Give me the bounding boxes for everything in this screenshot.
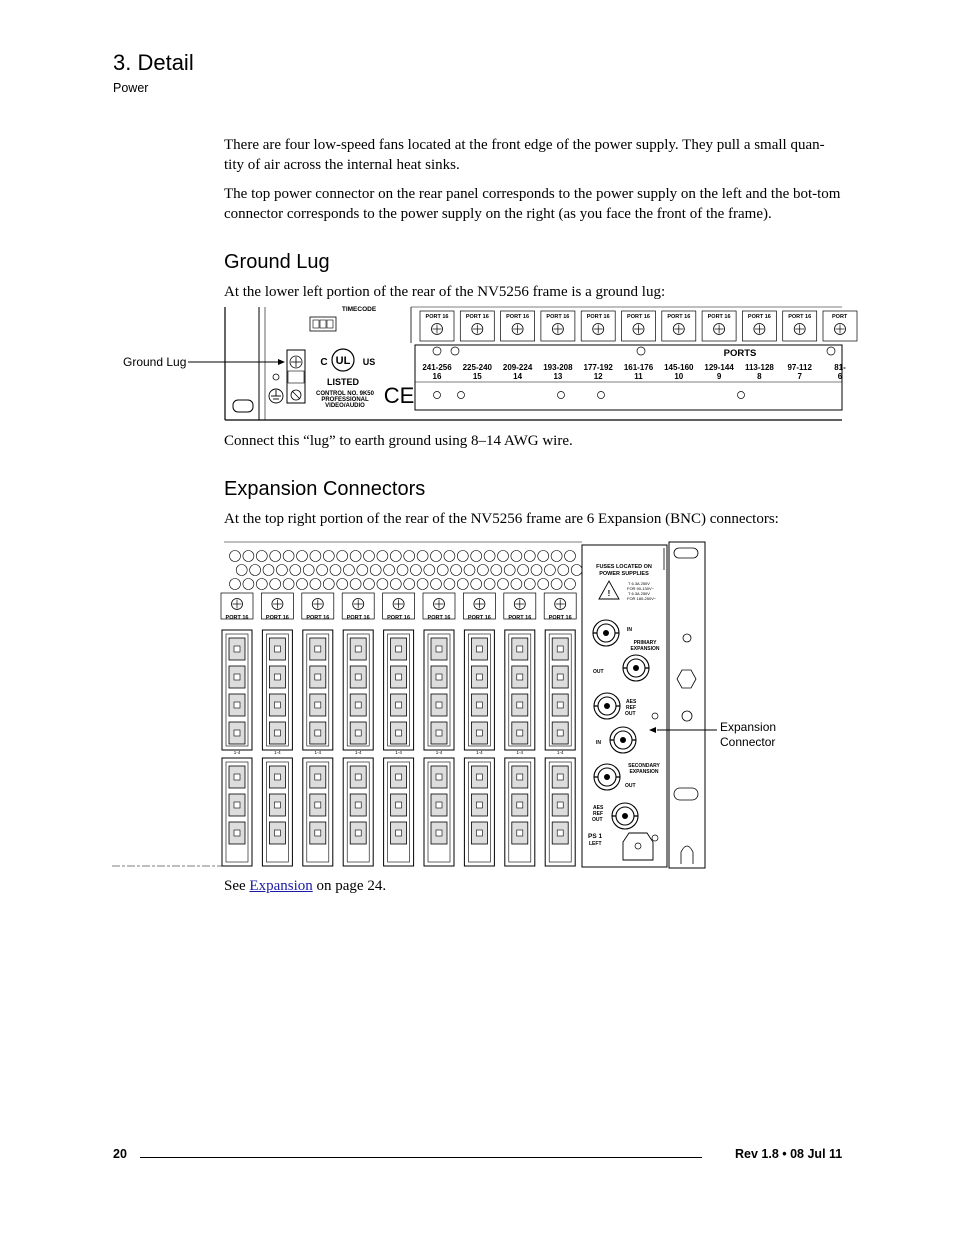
port-module: [423, 593, 455, 866]
panel-hole: [598, 392, 605, 399]
vent-hole: [303, 565, 314, 576]
port-range: 225-240: [462, 363, 492, 372]
expansion-callout-line2: Connector: [720, 735, 776, 749]
vent-hole: [323, 579, 334, 590]
vent-hole: [263, 565, 274, 576]
port-range: 209-224: [502, 363, 533, 372]
vent-hole: [538, 551, 549, 562]
revision-label: Rev 1.8 • 08 Jul 11: [735, 1147, 843, 1161]
vent-hole: [524, 551, 535, 562]
ground-lug-callout: Ground Lug: [123, 355, 187, 369]
fuse-spec-1: T 6.3A 250V: [628, 581, 650, 586]
vent-hole: [410, 565, 421, 576]
vent-hole: [477, 565, 488, 576]
vent-hole: [337, 551, 348, 562]
bnc-connector: [594, 764, 620, 790]
svg-text:UL: UL: [335, 355, 351, 367]
secondary-label-1: SECONDARY: [628, 763, 660, 769]
vent-hole: [283, 579, 294, 590]
primary-out-label: OUT: [593, 669, 604, 675]
port-range: 113-128: [744, 363, 774, 372]
vent-hole: [357, 565, 368, 576]
ps-label: PS 1: [588, 833, 603, 840]
vent-hole: [551, 579, 562, 590]
ground-symbol-icon: [269, 389, 283, 403]
vent-hole: [518, 565, 529, 576]
port-range: 81-: [834, 363, 846, 372]
vent-hole: [323, 551, 334, 562]
vent-hole: [437, 565, 448, 576]
port-module: [504, 593, 536, 866]
vent-hole: [511, 579, 522, 590]
svg-text:C: C: [320, 357, 328, 368]
ul-listed-mark: [320, 349, 375, 387]
port-label: PORT 16: [508, 615, 532, 621]
port-number: 11: [634, 372, 643, 381]
vent-hole: [491, 565, 502, 576]
port-module: [383, 593, 415, 866]
vent-hole: [457, 551, 468, 562]
port-label: PORT 16: [265, 615, 289, 621]
vent-hole: [498, 579, 509, 590]
vent-hole: [571, 565, 582, 576]
fuse-spec-2: FOR 90-130V~: [627, 586, 655, 591]
port-label: PORT 16: [667, 314, 691, 320]
port-range: 161-176: [623, 363, 654, 372]
module-range-label: 1-4: [516, 750, 524, 755]
port-number: 8: [757, 372, 762, 381]
port-label: PORT 16: [788, 314, 812, 320]
bnc-connector: [594, 693, 620, 719]
vent-hole: [256, 579, 267, 590]
port-column: [662, 311, 696, 381]
port-modules: [221, 593, 576, 866]
aes-ref-2b: REF: [593, 811, 603, 817]
vent-hole: [431, 551, 442, 562]
port-label: PORT 16: [627, 314, 650, 320]
expansion-heading: Expansion Connectors: [224, 478, 426, 500]
vent-hole: [377, 551, 388, 562]
bnc-connector: [612, 803, 638, 829]
vent-hole: [317, 565, 328, 576]
port-column: [460, 311, 494, 381]
ground-lug-intro: At the lower left portion of the rear of the NV5256 frame is a ground lug:: [224, 284, 666, 300]
vent-hole: [565, 579, 576, 590]
vent-hole: [444, 579, 455, 590]
svg-text:US: US: [362, 357, 376, 367]
intro-paragraph-fans: There are four low-speed fans located at the front edge of the power supply. They pull a small quan-tity of air across the internal heat sinks.: [224, 137, 825, 173]
ports-title: PORTS: [723, 348, 757, 359]
port-label: PORT 16: [548, 615, 572, 621]
expansion-intro: At the top right portion of the rear of the NV5256 frame are 6 Expansion (BNC) connectors:: [224, 511, 779, 527]
ground-lug-figure: [185, 305, 848, 425]
see-suffix: on page 24.: [312, 878, 387, 894]
vent-hole: [424, 565, 435, 576]
vent-hole: [451, 565, 462, 576]
expansion-callout-line1: Expansion: [720, 720, 777, 734]
port-label: PORT 16: [427, 615, 451, 621]
port-range: 241-256: [422, 363, 452, 372]
secondary-out-label: OUT: [625, 783, 636, 789]
aes-ref-2a: AES: [593, 805, 604, 811]
port-label: PORT 16: [707, 314, 731, 320]
chassis-slot: [233, 400, 253, 412]
vent-hole: [457, 579, 468, 590]
port-label: PORT 16: [425, 314, 449, 320]
port-label: PORT 16: [225, 615, 249, 621]
panel-hole: [558, 392, 565, 399]
port-column: [622, 311, 656, 381]
port-group: [420, 311, 857, 399]
see-reference: [224, 876, 844, 896]
timecode-connector: [310, 317, 336, 331]
vent-hole: [444, 551, 455, 562]
expansion-callout-arrow: [649, 727, 656, 733]
vent-hole: [250, 565, 261, 576]
port-module: [544, 593, 576, 866]
aes-ref-2c: OUT: [592, 817, 603, 823]
vent-hole: [270, 579, 281, 590]
page-number: 20: [113, 1147, 127, 1161]
port-number: 6: [837, 372, 843, 381]
side-rail: [669, 542, 705, 868]
intro-paragraph-connectors: The top power connector on the rear panel corresponds to the power supply on the left and the bot-tom connector corresponds to the power supply on the right (as you face the front of the frame).: [224, 186, 841, 222]
port-number: 7: [797, 372, 802, 381]
port-column: [541, 311, 575, 381]
vent-hole: [236, 565, 247, 576]
port-number: 12: [593, 372, 603, 381]
port-range: 129-144: [704, 363, 734, 372]
module-range-label: 1-4: [354, 750, 362, 755]
port-column: [783, 311, 817, 381]
vent-hole: [330, 565, 341, 576]
vent-hole: [364, 579, 375, 590]
bnc-connector: [623, 655, 649, 681]
port-module: [342, 593, 374, 866]
vent-hole: [504, 565, 515, 576]
vent-hole: [243, 579, 254, 590]
vent-hole: [350, 551, 361, 562]
vent-hole: [310, 551, 321, 562]
port-label: PORT 16: [747, 314, 771, 320]
panel-hole: [637, 347, 645, 355]
ce-mark: CE: [383, 383, 415, 408]
panel-hole: [458, 392, 465, 399]
vent-hole: [524, 579, 535, 590]
vent-hole: [397, 565, 408, 576]
bnc-connector: [593, 620, 619, 646]
port-range: 97-112: [787, 363, 812, 372]
expansion-link[interactable]: Expansion: [249, 878, 313, 894]
fuses-title-1: FUSES LOCATED ON: [596, 564, 652, 570]
port-column: [823, 311, 857, 381]
port-label: PORT 16: [465, 314, 489, 320]
panel-hole: [451, 347, 459, 355]
timecode-label: TIMECODE: [341, 306, 377, 313]
vent-hole: [370, 565, 381, 576]
port-range: 145-160: [664, 363, 694, 372]
vent-hole: [297, 551, 308, 562]
vent-hole: [256, 551, 267, 562]
port-number: 16: [432, 372, 442, 381]
vent-hole: [544, 565, 555, 576]
vent-holes: [230, 551, 583, 590]
aes-ref-1b: REF: [626, 705, 636, 711]
vent-hole: [276, 565, 287, 576]
vent-hole: [377, 579, 388, 590]
expansion-callout: [720, 720, 776, 750]
port-number: 10: [674, 372, 684, 381]
module-range-label: 1-4: [395, 750, 402, 755]
vent-hole: [531, 565, 542, 576]
port-label: PORT 16: [546, 314, 570, 320]
vent-hole: [471, 579, 482, 590]
port-column: [501, 311, 535, 381]
vent-hole: [230, 579, 241, 590]
vent-hole: [230, 551, 241, 562]
port-module: [302, 593, 334, 866]
port-label: PORT 16: [467, 615, 491, 621]
port-label: PORT 16: [586, 314, 610, 320]
aes-ref-1c: OUT: [625, 711, 636, 717]
port-label: PORT 16: [306, 615, 330, 621]
ground-lug-instruction: Connect this “lug” to earth ground using 8–14 AWG wire.: [224, 433, 573, 449]
vent-hole: [558, 565, 569, 576]
primary-label-1: PRIMARY: [633, 640, 657, 646]
ps-sub-label: LEFT: [589, 841, 602, 847]
svg-text:!: !: [607, 589, 611, 598]
module-range-label: 1-4: [314, 750, 322, 755]
vent-hole: [337, 579, 348, 590]
fuses-title-2: POWER SUPPLIES: [599, 571, 649, 577]
port-number: 13: [553, 372, 563, 381]
vent-hole: [498, 551, 509, 562]
footer-rule: [140, 1157, 702, 1158]
fuse-spec-3: T 6.3A 250V: [628, 591, 650, 596]
vent-hole: [270, 551, 281, 562]
port-range: 193-208: [543, 363, 573, 372]
panel-hole: [434, 392, 441, 399]
port-label: PORT 16: [506, 314, 530, 320]
vent-hole: [390, 579, 401, 590]
port-label: PORT: [832, 314, 848, 320]
vent-hole: [511, 551, 522, 562]
vent-hole: [310, 579, 321, 590]
port-column: [702, 311, 736, 381]
vent-hole: [471, 551, 482, 562]
vent-hole: [538, 579, 549, 590]
module-range-label: 1-4: [274, 750, 281, 755]
port-label: PORT 16: [387, 615, 411, 621]
panel-hole: [827, 347, 835, 355]
control-line-1: CONTROL NO. 9K50: [316, 391, 374, 397]
see-prefix: See: [224, 878, 250, 894]
port-label: PORT 16: [346, 615, 370, 621]
panel-hole: [433, 347, 441, 355]
bnc-connector: [610, 727, 636, 753]
vent-hole: [290, 565, 301, 576]
port-range: 177-192: [583, 363, 613, 372]
control-line-2: PROFESSIONAL: [321, 397, 369, 403]
module-range-label: 1-4: [556, 750, 564, 755]
port-number: 15: [472, 372, 482, 381]
port-column: [581, 311, 615, 381]
vent-hole: [417, 579, 428, 590]
vent-hole: [390, 551, 401, 562]
port-module: [463, 593, 495, 866]
port-number: 14: [513, 372, 523, 381]
vent-hole: [364, 551, 375, 562]
port-module: [221, 593, 253, 866]
port-column: [742, 311, 776, 381]
port-column: [420, 311, 454, 381]
expansion-figure: [112, 540, 717, 870]
port-number: 9: [716, 372, 722, 381]
module-range-label: 1-4: [233, 750, 241, 755]
control-line-3: VIDEO/AUDIO: [325, 403, 365, 409]
section-label: Power: [113, 81, 149, 95]
vent-hole: [350, 579, 361, 590]
vent-hole: [384, 565, 395, 576]
port-module: [261, 593, 293, 866]
chapter-title: 3. Detail: [113, 50, 194, 75]
vent-hole: [243, 551, 254, 562]
secondary-label-2: EXPANSION: [629, 769, 659, 775]
fuse-spec-4: FOR 180-250V~: [627, 596, 657, 601]
module-range-label: 1-4: [435, 750, 443, 755]
vent-hole: [565, 551, 576, 562]
power-inlet: [623, 833, 653, 860]
svg-text:LISTED: LISTED: [326, 377, 360, 387]
vent-hole: [417, 551, 428, 562]
vent-hole: [283, 551, 294, 562]
vent-hole: [551, 551, 562, 562]
primary-in-label: IN: [627, 627, 632, 633]
secondary-in-label: IN: [596, 740, 601, 746]
vent-hole: [484, 579, 495, 590]
vent-hole: [484, 551, 495, 562]
ground-lug-callout-arrow: [278, 359, 285, 365]
vent-hole: [464, 565, 475, 576]
vent-hole: [431, 579, 442, 590]
primary-label-2: EXPANSION: [630, 646, 660, 652]
vent-hole: [297, 579, 308, 590]
aes-ref-1a: AES: [626, 699, 637, 705]
ground-lug-heading: Ground Lug: [224, 251, 330, 273]
vent-hole: [404, 551, 415, 562]
vent-hole: [404, 579, 415, 590]
vent-hole: [343, 565, 354, 576]
module-range-label: 1-4: [476, 750, 483, 755]
panel-hole: [738, 392, 745, 399]
